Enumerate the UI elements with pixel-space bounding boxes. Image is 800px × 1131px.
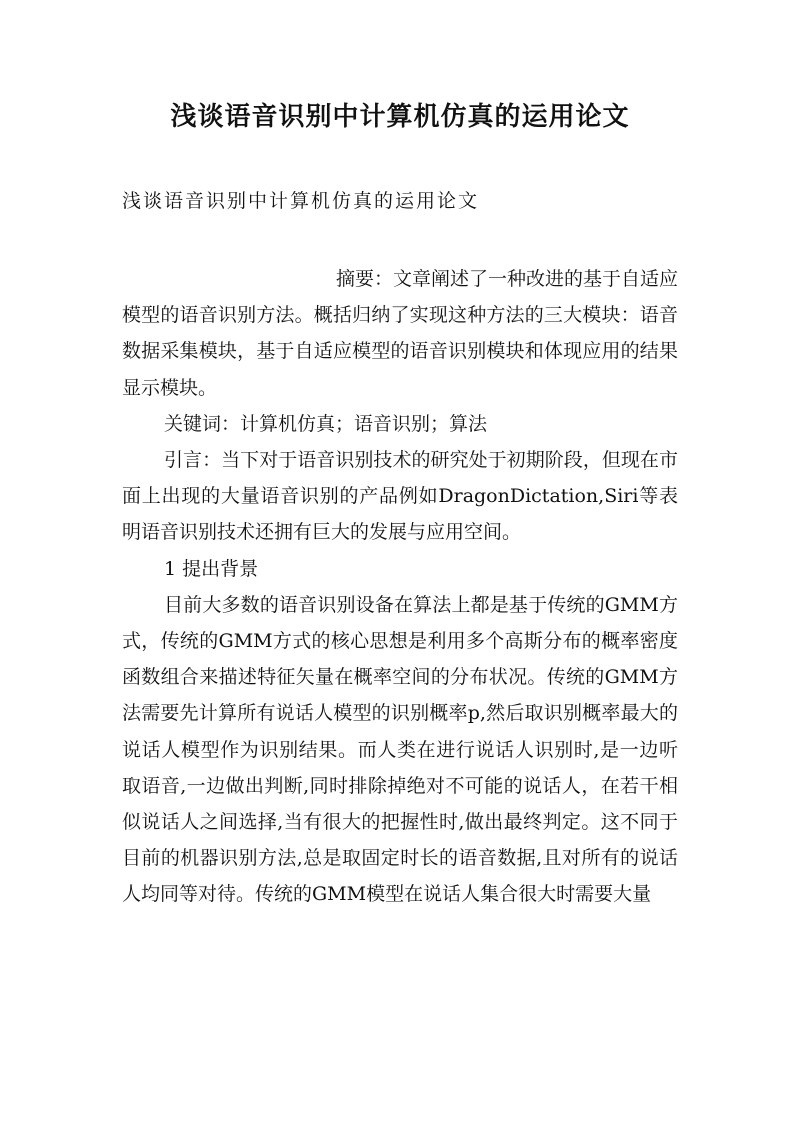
document-body <box>122 261 678 913</box>
keywords-paragraph: 关键词：计算机仿真；语音识别；算法 <box>164 412 488 435</box>
abstract-paragraph: 摘要：文章阐述了一种改进的基于自适应模型的语音识别方法。概括归纳了实现这种方法的三大模块：语音数据采集模块，基于自适应模型的语音识别模块和体现应用的结果显示模块。 <box>122 268 679 399</box>
document-title: 浅谈语音识别中计算机仿真的运用论文 <box>170 102 630 132</box>
introduction-paragraph: 引言：当下对于语音识别技术的研究处于初期阶段，但现在市面上出现的大量语音识别的产品例如DragonDictation,Siri等表明语音识别技术还拥有巨大的发展与应用空间。 <box>122 449 678 544</box>
section-heading: 1 提出背景 <box>164 557 259 580</box>
section-paragraph: 目前大多数的语音识别设备在算法上都是基于传统的GMM方式，传统的GMM方式的核心思想是利用多个高斯分布的概率密度函数组合来描述特征矢量在概率空间的分布状况。传统的GMM方法需要先计算所有说话人模型的识别概率p,然后取识别概率最大的说话人模型作为识别结果。而人类在进行说话人识别时,是一边听取语音,一边做出判断,同时排除掉绝对不可能的说话人，在若干相似说话人之间选择,当有很大的把握性时,做出最终判定。这不同于目前的机器识别方法,总是取固定时长的语音数据,且对所有的说话人均同等对待。传统的GMM模型在说话人集合很大时需要大量 <box>122 593 678 906</box>
document-subtitle: 浅谈语音识别中计算机仿真的运用论文 <box>122 190 480 212</box>
